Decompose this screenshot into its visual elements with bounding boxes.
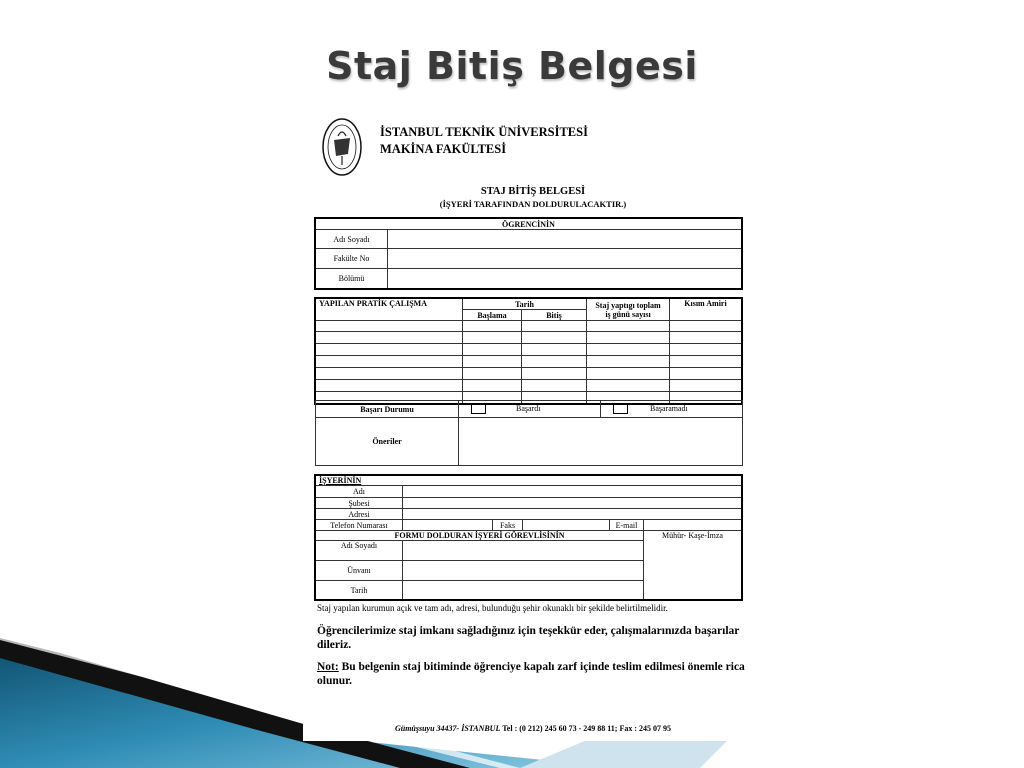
employer-branch-field[interactable] — [403, 498, 742, 509]
table-row — [316, 344, 742, 356]
table-row — [316, 368, 742, 380]
faculty-name: MAKİNA FAKÜLTESİ — [380, 142, 507, 156]
student-department-label: Bölümü — [316, 269, 388, 289]
date-column-header: Tarih — [463, 299, 587, 310]
start-cell[interactable] — [463, 332, 522, 344]
fail-checkbox[interactable] — [613, 404, 628, 414]
start-cell[interactable] — [463, 368, 522, 380]
table-row — [316, 356, 742, 368]
footer-address: Gümüşsuyu 34437- İSTANBUL — [394, 724, 501, 733]
days-cell[interactable] — [587, 380, 670, 392]
official-name-label: Adı Soyadı — [316, 541, 403, 561]
days-cell[interactable] — [587, 356, 670, 368]
chief-cell[interactable] — [670, 344, 742, 356]
start-cell[interactable] — [463, 380, 522, 392]
fax-field[interactable] — [523, 520, 610, 531]
end-cell[interactable] — [522, 356, 587, 368]
email-field[interactable] — [644, 520, 742, 531]
thanks-message: Öğrencilerimize staj imkanı sağladığınız için teşekkür eder, çalışmalarınızda başarılar dileriz. — [317, 625, 740, 651]
slide-title: Staj Bitiş Belgesi — [326, 44, 698, 88]
employer-header: İŞYERİNİN — [316, 476, 742, 486]
student-header: ÖGRENCİNİN — [316, 219, 742, 230]
chief-cell[interactable] — [670, 356, 742, 368]
university-seal-icon — [321, 116, 363, 178]
table-row — [316, 321, 742, 332]
chief-column-header: Kısım Amiri — [670, 299, 742, 321]
institution-header — [380, 124, 588, 158]
pass-label: Başardı — [516, 403, 541, 413]
work-cell[interactable] — [316, 368, 463, 380]
work-column-header: YAPILAN PRATİK ÇALIŞMA — [316, 299, 463, 321]
table-row — [316, 380, 742, 392]
phone-label: Telefon Numarası — [316, 520, 403, 531]
student-table — [315, 218, 742, 289]
start-cell[interactable] — [463, 344, 522, 356]
address-instruction-note: Staj yapılan kurumun açık ve tam adı, adresi, bulunduğu şehir okunaklı bir şekilde belirtilmelidir. — [317, 603, 668, 613]
work-cell[interactable] — [316, 356, 463, 368]
end-cell[interactable] — [522, 344, 587, 356]
days-header-line2: iş günü sayısı — [605, 309, 651, 319]
days-cell[interactable] — [587, 368, 670, 380]
student-department-field[interactable] — [388, 269, 742, 289]
success-status-label: Başarı Durumu — [316, 401, 459, 418]
employer-address-label: Adresi — [316, 509, 403, 520]
student-number-field[interactable] — [388, 249, 742, 269]
fail-label: Başaramadı — [650, 403, 688, 413]
chief-cell[interactable] — [670, 380, 742, 392]
footer-contact: Tel : (0 212) 245 60 73 - 249 88 11; Fax : 245 07 95 — [500, 724, 672, 733]
institution-name: İSTANBUL TEKNİK ÜNİVERSİTESİ — [380, 125, 588, 139]
fail-option[interactable] — [601, 401, 743, 418]
employer-name-label: Adı — [316, 486, 403, 498]
pass-option[interactable] — [459, 401, 601, 418]
form-subtitle: (İŞYERİ TARAFINDAN DOLDURULACAKTIR.) — [439, 199, 627, 209]
student-name-field[interactable] — [388, 230, 742, 249]
start-cell[interactable] — [463, 321, 522, 332]
delivery-note — [317, 660, 757, 688]
student-number-label: Fakülte No — [316, 249, 388, 269]
pass-checkbox[interactable] — [471, 404, 486, 414]
chief-cell[interactable] — [670, 332, 742, 344]
days-column-header — [587, 299, 670, 321]
end-column-header: Bitiş — [522, 310, 587, 321]
work-cell[interactable] — [316, 332, 463, 344]
start-cell[interactable] — [463, 356, 522, 368]
official-date-field[interactable] — [403, 581, 644, 600]
end-cell[interactable] — [522, 380, 587, 392]
work-cell[interactable] — [316, 344, 463, 356]
document-footer — [303, 724, 763, 733]
chief-cell[interactable] — [670, 321, 742, 332]
employer-branch-label: Şubesi — [316, 498, 403, 509]
suggestions-field[interactable] — [459, 418, 743, 466]
end-cell[interactable] — [522, 368, 587, 380]
start-column-header: Başlama — [463, 310, 522, 321]
official-header: FORMU DOLDURAN İŞYERİ GÖREVLİSİNİN — [316, 531, 644, 541]
employer-address-field[interactable] — [403, 509, 742, 520]
end-cell[interactable] — [522, 321, 587, 332]
note-label: Not: — [317, 661, 339, 673]
official-title-label: Ünvanı — [316, 561, 403, 581]
official-name-field[interactable] — [403, 541, 644, 561]
days-cell[interactable] — [587, 332, 670, 344]
suggestions-label: Öneriler — [316, 418, 459, 466]
days-cell[interactable] — [587, 321, 670, 332]
work-cell[interactable] — [316, 321, 463, 332]
fax-label: Faks — [493, 520, 523, 531]
table-row — [316, 332, 742, 344]
chief-cell[interactable] — [670, 368, 742, 380]
email-label: E-mail — [610, 520, 644, 531]
form-title-block — [303, 186, 763, 210]
end-cell[interactable] — [522, 332, 587, 344]
document-page — [303, 104, 763, 741]
stamp-signature-label: Mühür- Kaşe-İmza — [644, 531, 742, 600]
note-text: Bu belgenin staj bitiminde öğrenciye kapalı zarf içinde teslim edilmesi önemle rica olunur. — [317, 661, 745, 687]
employer-table — [315, 475, 742, 600]
student-name-label: Adı Soyadı — [316, 230, 388, 249]
official-title-field[interactable] — [403, 561, 644, 581]
official-date-label: Tarih — [316, 581, 403, 600]
work-table — [315, 298, 742, 404]
employer-name-field[interactable] — [403, 486, 742, 498]
result-table — [315, 400, 743, 466]
work-cell[interactable] — [316, 380, 463, 392]
phone-field[interactable] — [403, 520, 493, 531]
form-title: STAJ BİTİŞ BELGESİ — [480, 186, 586, 197]
days-header-line1: Staj yaptıgı toplam — [595, 300, 661, 310]
days-cell[interactable] — [587, 344, 670, 356]
